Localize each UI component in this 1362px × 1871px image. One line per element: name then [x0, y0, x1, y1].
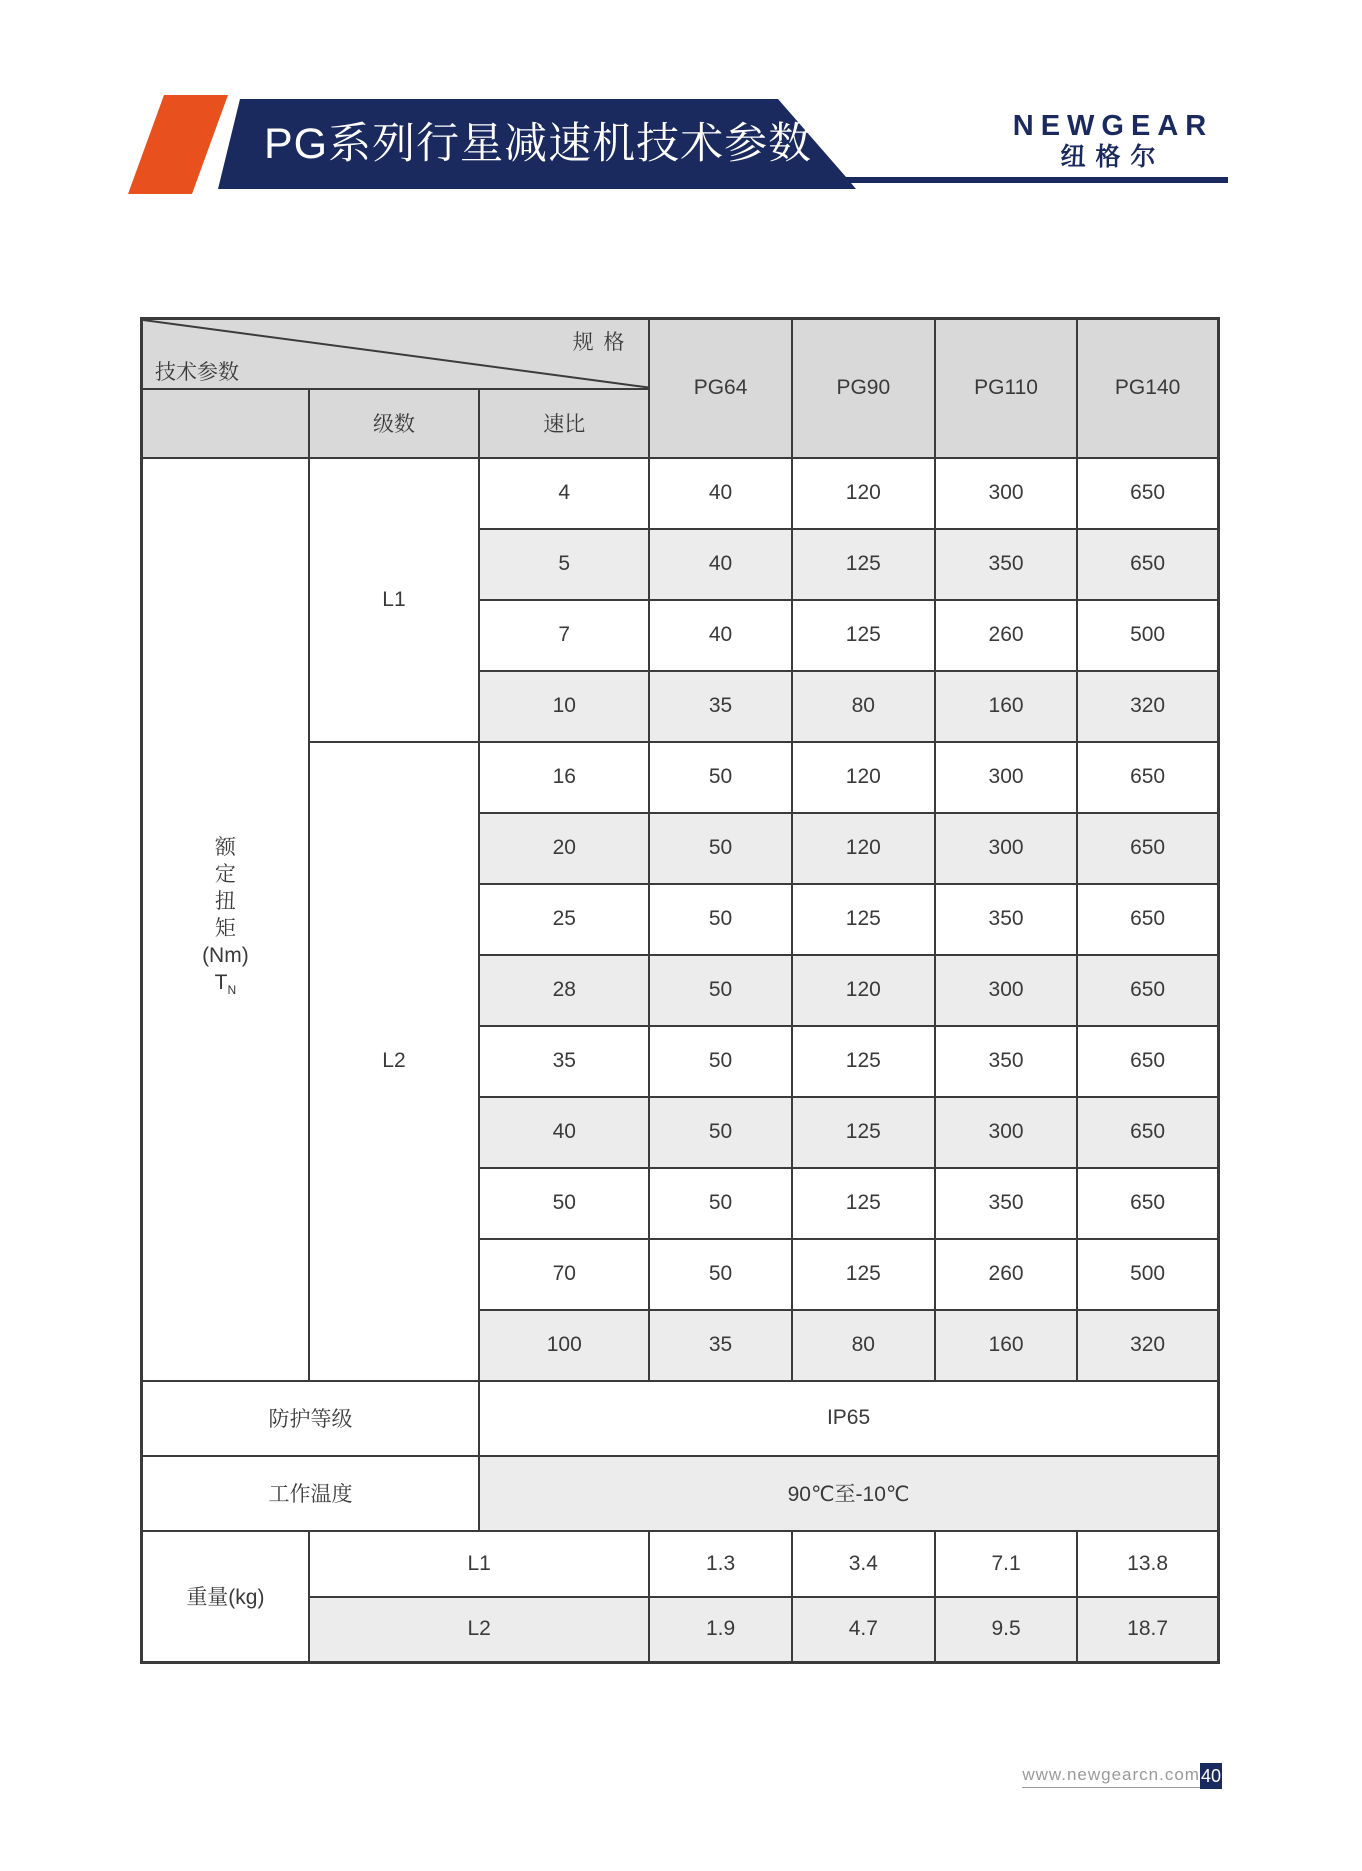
spec-table — [140, 317, 1220, 1664]
weight-value: 4.7 — [792, 1597, 935, 1663]
ratio-cell: 16 — [479, 742, 649, 813]
weight-value: 1.9 — [649, 1597, 791, 1663]
value-cell: 650 — [1077, 742, 1218, 813]
corner-cell — [142, 319, 650, 389]
logo-wordmark: NEWGEAR — [1012, 110, 1214, 142]
stage-group-l2: L2 — [309, 742, 479, 1381]
value-cell: 120 — [792, 458, 935, 529]
torque-label-cell — [142, 458, 309, 1381]
corner-label-parameters: 技术参数 — [155, 360, 239, 384]
protection-row — [142, 1381, 1219, 1456]
stage-group-l1: L1 — [309, 458, 479, 742]
orange-accent-shape — [126, 95, 230, 194]
ratio-cell: 5 — [479, 529, 649, 600]
value-cell: 80 — [792, 1310, 935, 1381]
value-cell: 650 — [1077, 955, 1218, 1026]
value-cell: 650 — [1077, 529, 1218, 600]
value-cell: 650 — [1077, 458, 1218, 529]
value-cell: 50 — [649, 813, 791, 884]
website-url: www.newgearcn.com — [1022, 1765, 1200, 1788]
empty-header-cell — [142, 389, 309, 458]
value-cell: 125 — [792, 1168, 935, 1239]
value-cell: 50 — [649, 742, 791, 813]
column-header-pg110: PG110 — [935, 319, 1077, 458]
value-cell: 300 — [935, 458, 1077, 529]
ratio-cell: 25 — [479, 884, 649, 955]
weight-value: 13.8 — [1077, 1531, 1218, 1597]
column-header-ratio: 速比 — [479, 389, 649, 458]
value-cell: 500 — [1077, 1239, 1218, 1310]
column-header-pg64: PG64 — [649, 319, 791, 458]
value-cell: 125 — [792, 1239, 935, 1310]
torque-unit: (Nm) — [202, 943, 249, 967]
value-cell: 125 — [792, 1097, 935, 1168]
value-cell: 35 — [649, 1310, 791, 1381]
value-cell: 35 — [649, 671, 791, 742]
value-cell: 50 — [649, 884, 791, 955]
value-cell: 300 — [935, 1097, 1077, 1168]
protection-label: 防护等级 — [142, 1381, 480, 1456]
page-title: PG系列行星减速机技术参数 — [264, 120, 813, 168]
weight-value: 18.7 — [1077, 1597, 1218, 1663]
value-cell: 40 — [649, 600, 791, 671]
page-number-badge: 40 — [1200, 1763, 1222, 1789]
weight-value: 9.5 — [935, 1597, 1077, 1663]
weight-value: 7.1 — [935, 1531, 1077, 1597]
value-cell: 650 — [1077, 1097, 1218, 1168]
value-cell: 500 — [1077, 600, 1218, 671]
weight-value: 3.4 — [792, 1531, 935, 1597]
weight-value: 1.3 — [649, 1531, 791, 1597]
ratio-cell: 35 — [479, 1026, 649, 1097]
value-cell: 125 — [792, 529, 935, 600]
value-cell: 350 — [935, 529, 1077, 600]
value-cell: 350 — [935, 1168, 1077, 1239]
value-cell: 160 — [935, 1310, 1077, 1381]
ratio-cell: 50 — [479, 1168, 649, 1239]
value-cell: 320 — [1077, 1310, 1218, 1381]
protection-value: IP65 — [479, 1381, 1218, 1456]
value-cell: 120 — [792, 742, 935, 813]
ratio-cell: 40 — [479, 1097, 649, 1168]
value-cell: 120 — [792, 813, 935, 884]
column-header-pg140: PG140 — [1077, 319, 1218, 458]
weight-stage-l2: L2 — [309, 1597, 650, 1663]
value-cell: 650 — [1077, 1168, 1218, 1239]
value-cell: 350 — [935, 1026, 1077, 1097]
value-cell: 650 — [1077, 813, 1218, 884]
corner-label-spec: 规 格 — [572, 331, 627, 354]
page-footer — [1022, 1763, 1222, 1789]
ratio-cell: 7 — [479, 600, 649, 671]
value-cell: 50 — [649, 1239, 791, 1310]
logo-chinese-name: 纽格尔 — [1060, 143, 1166, 171]
value-cell: 350 — [935, 884, 1077, 955]
value-cell: 650 — [1077, 1026, 1218, 1097]
value-cell: 125 — [792, 600, 935, 671]
ratio-cell: 4 — [479, 458, 649, 529]
value-cell: 40 — [649, 529, 791, 600]
value-cell: 125 — [792, 1026, 935, 1097]
value-cell: 50 — [649, 1168, 791, 1239]
value-cell: 50 — [649, 1097, 791, 1168]
weight-label: 重量(kg) — [142, 1531, 309, 1663]
value-cell: 650 — [1077, 884, 1218, 955]
value-cell: 125 — [792, 884, 935, 955]
value-cell: 320 — [1077, 671, 1218, 742]
temperature-row — [142, 1456, 1219, 1531]
ratio-cell: 28 — [479, 955, 649, 1026]
value-cell: 120 — [792, 955, 935, 1026]
value-cell: 160 — [935, 671, 1077, 742]
value-cell: 300 — [935, 813, 1077, 884]
column-header-stages: 级数 — [309, 389, 479, 458]
temperature-value: 90℃至-10℃ — [479, 1456, 1218, 1531]
column-header-pg90: PG90 — [792, 319, 935, 458]
value-cell: 300 — [935, 955, 1077, 1026]
weight-row-l1 — [142, 1531, 1219, 1597]
table-row — [142, 458, 1219, 529]
torque-symbol: $T_N$ — [214, 970, 237, 998]
temperature-label: 工作温度 — [142, 1456, 480, 1531]
header-row-1 — [142, 319, 1219, 389]
value-cell: 300 — [935, 742, 1077, 813]
company-logo — [1004, 110, 1222, 172]
torque-label-vertical: 额定扭矩 — [214, 835, 236, 940]
value-cell: 260 — [935, 600, 1077, 671]
ratio-cell: 70 — [479, 1239, 649, 1310]
value-cell: 50 — [649, 955, 791, 1026]
value-cell: 260 — [935, 1239, 1077, 1310]
ratio-cell: 20 — [479, 813, 649, 884]
ratio-cell: 10 — [479, 671, 649, 742]
value-cell: 80 — [792, 671, 935, 742]
value-cell: 50 — [649, 1026, 791, 1097]
weight-stage-l1: L1 — [309, 1531, 650, 1597]
ratio-cell: 100 — [479, 1310, 649, 1381]
value-cell: 40 — [649, 458, 791, 529]
